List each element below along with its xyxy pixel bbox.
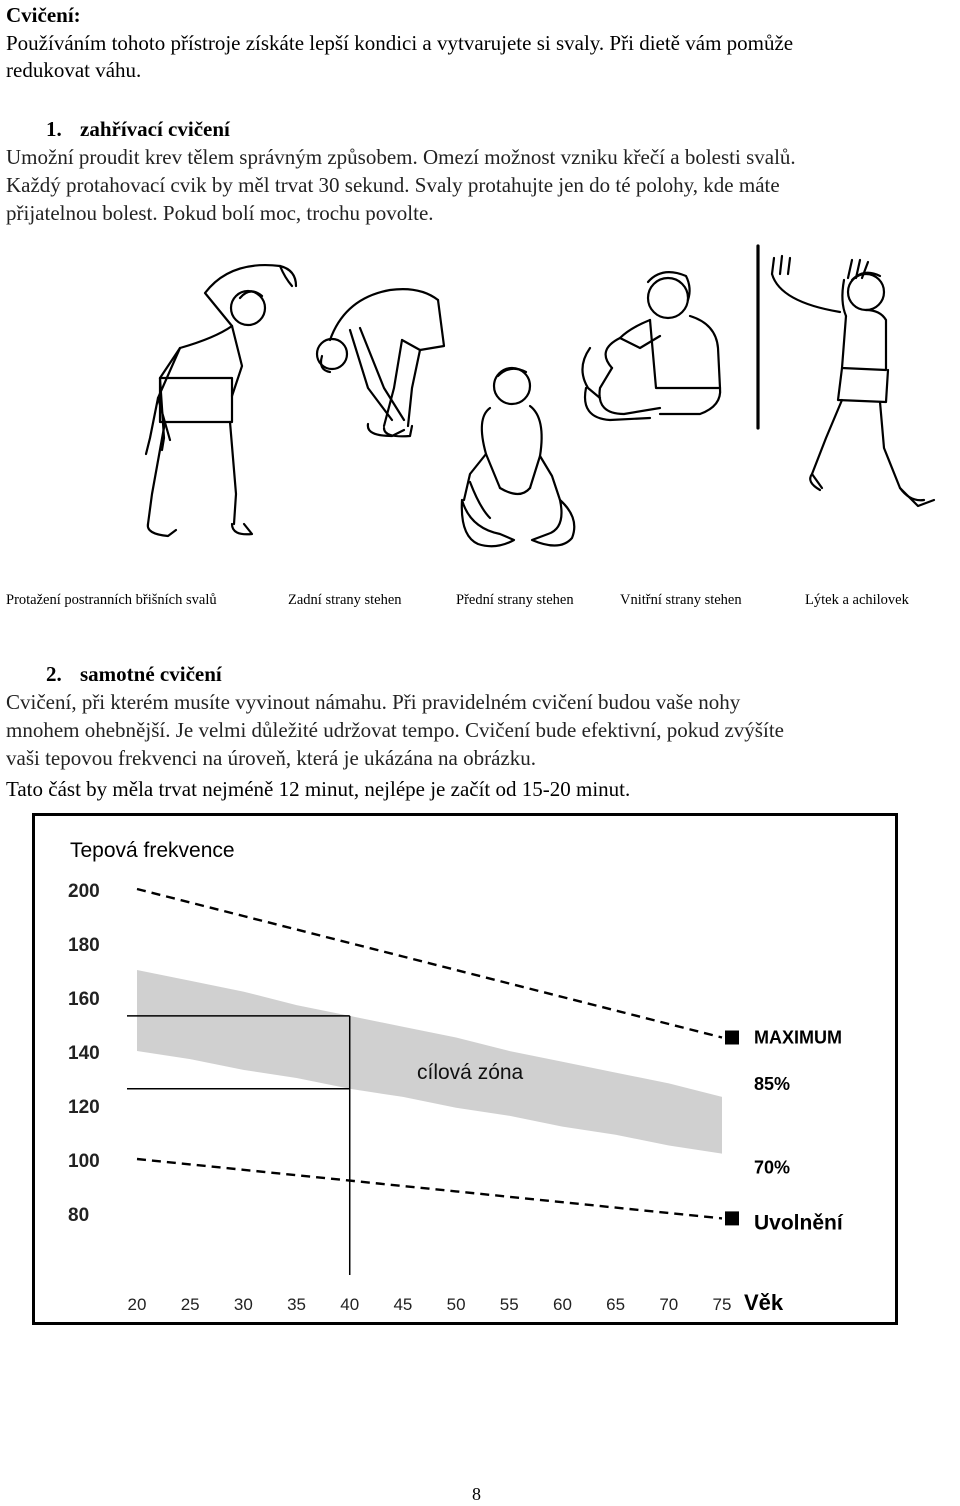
kneeling-stretch-figure [462, 368, 574, 546]
seated-stretch-figure [582, 272, 720, 420]
x-tick-11: 75 [712, 1295, 732, 1314]
legend-label-1: 85% [754, 1073, 791, 1094]
y-tick-1: 100 [68, 1151, 100, 1172]
caption-hamstrings: Zadní strany stehen [288, 592, 402, 608]
page-number: 8 [472, 1484, 481, 1504]
x-tick-8: 60 [552, 1295, 572, 1314]
x-tick-0: 20 [127, 1295, 147, 1314]
exercise-illustrations [0, 238, 960, 568]
x-axis-label: Věk [744, 1290, 784, 1315]
x-tick-6: 50 [446, 1295, 466, 1314]
section2-line-3: vaši tepovou frekvenci na úroveň, která je ukázána na obrázku. [6, 746, 537, 770]
page-heading: Cvičení: [6, 3, 81, 27]
y-tick-2: 120 [68, 1097, 100, 1118]
section2-line-1: Cvičení, při kterém musíte vyvinout námahu. Při pravidelném cvičení budou vaše nohy [6, 690, 741, 714]
y-tick-6: 200 [68, 881, 100, 902]
y-tick-3: 140 [68, 1043, 100, 1064]
legend-label-0: MAXIMUM [754, 1027, 842, 1048]
x-tick-1: 25 [180, 1295, 200, 1314]
caption-side-stretch: Protažení postranních břišních svalů [6, 592, 217, 608]
caption-inner-thighs: Vnitřní strany stehen [620, 592, 742, 608]
section2-line-4: Tato část by měla trvat nejméně 12 minut, nejlépe je začít od 15-20 minut. [6, 777, 631, 801]
x-tick-3: 35 [287, 1295, 307, 1314]
caption-quadriceps: Přední strany stehen [456, 592, 574, 608]
section2-title: samotné cvičení [80, 662, 222, 686]
series-marker-3 [725, 1211, 739, 1225]
heart-rate-chart [32, 813, 898, 1325]
section1-line-3: přijatelnou bolest. Pokud bolí moc, trochu povolte. [6, 201, 434, 225]
section1-title: zahřívací cvičení [80, 117, 230, 141]
section1-number: 1. [46, 117, 62, 141]
series-marker-0 [725, 1031, 739, 1045]
section2-number: 2. [46, 662, 62, 686]
x-tick-7: 55 [499, 1295, 519, 1314]
caption-calves: Lýtek a achilovek [805, 592, 909, 608]
y-tick-4: 160 [68, 989, 100, 1010]
section2-line-2: mnohem ohebnější. Je velmi důležité udržovat tempo. Cvičení bude efektivní, pokud zvýšíte [6, 718, 784, 742]
side-stretch-figure [146, 265, 296, 536]
wall-calf-stretch-figure [758, 246, 934, 506]
chart-title: Tepová frekvence [70, 839, 235, 862]
forward-bend-figure [317, 289, 444, 436]
x-tick-10: 70 [659, 1295, 679, 1314]
y-tick-5: 180 [68, 935, 100, 956]
intro-line-1: Používáním tohoto přístroje získáte lepší kondici a vytvarujete si svaly. Při dietě vám pomůže [6, 31, 794, 55]
x-tick-4: 40 [340, 1295, 360, 1314]
section1-line-2: Každý protahovací cvik by měl trvat 30 sekund. Svaly protahujte jen do té polohy, kde máte [6, 173, 780, 197]
legend-label-2: 70% [754, 1157, 791, 1178]
legend-label-3: Uvolnění [754, 1211, 843, 1235]
target-zone-label: cílová zóna [417, 1061, 524, 1084]
x-tick-9: 65 [606, 1295, 626, 1314]
intro-line-2: redukovat váhu. [6, 58, 142, 82]
x-tick-5: 45 [393, 1295, 413, 1314]
x-tick-2: 30 [233, 1295, 253, 1314]
section1-line-1: Umožní proudit krev tělem správným způsobem. Omezí možnost vzniku křečí a bolesti svalů. [6, 145, 796, 169]
y-tick-0: 80 [68, 1205, 90, 1226]
